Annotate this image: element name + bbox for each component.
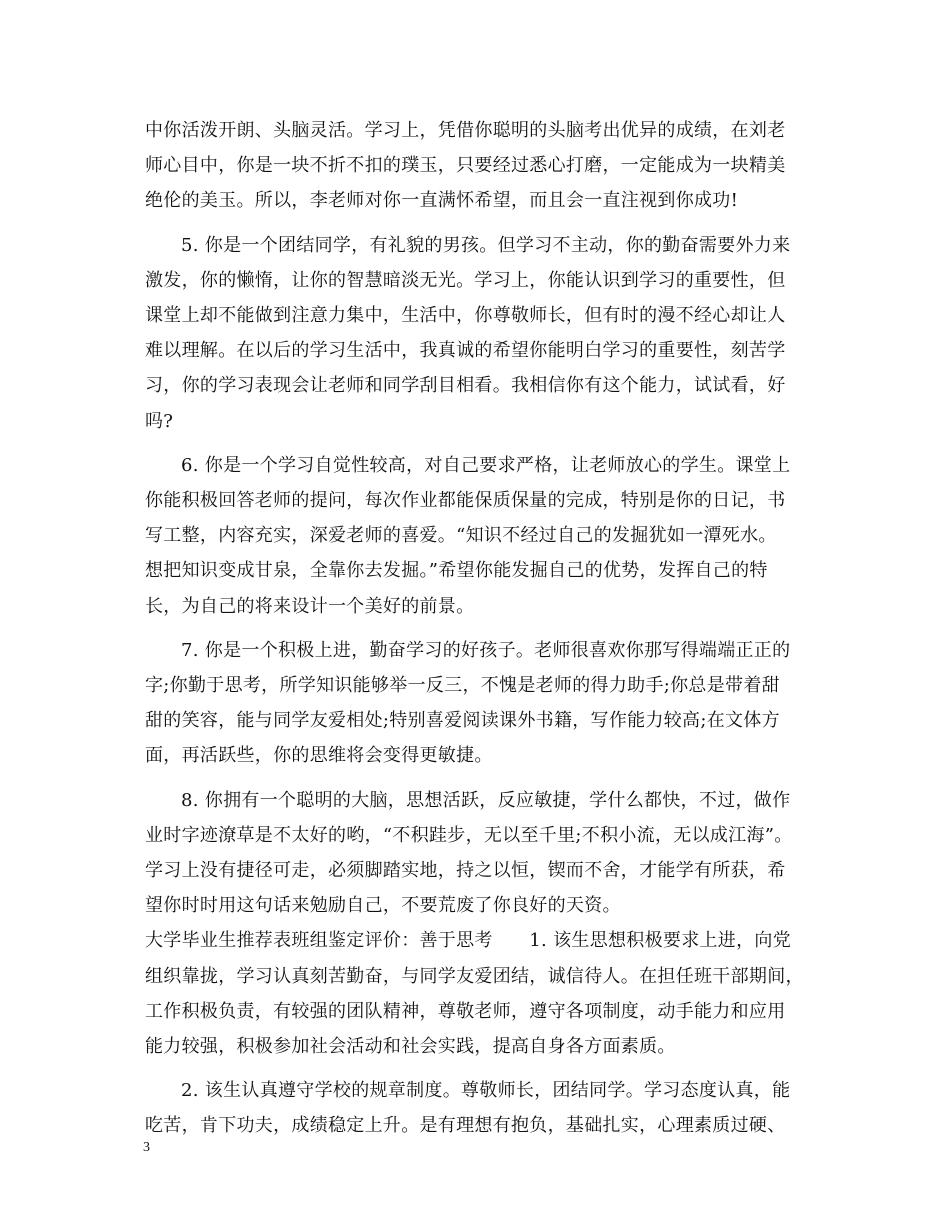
- text-line: 想把知识变成甘泉，全靠你去发掘。”希望你能发掘自己的优势，发挥自己的特: [145, 560, 768, 582]
- text-line: 激发，你的懒惰，让你的智慧暗淡无光。学习上，你能认识到学习的重要性，但: [145, 269, 786, 291]
- text-line: 2. 该生认真遵守学校的规章制度。尊敬师长，团结同学。学习态度认真，能: [181, 1080, 791, 1102]
- text-line: 长，为自己的将来设计一个美好的前景。: [145, 595, 475, 617]
- text-line: 字;你勤于思考，所学知识能够举一反三，不愧是老师的得力助手;你总是带着甜: [145, 675, 780, 697]
- text-line: 中你活泼开朗、头脑灵活。学习上，凭借你聪明的头脑考出优异的成绩，在刘老: [145, 120, 786, 141]
- text-line: 能力较强，积极参加社会活动和社会实践，提高自身各方面素质。: [145, 1036, 676, 1058]
- text-line: 甜的笑容，能与同学友爱相处;特别喜爱阅读课外书籍，写作能力较高;在文体方: [145, 710, 780, 732]
- text-line: 8. 你拥有一个聪明的大脑，思想活跃，反应敏捷，学什么都快，不过，做作: [181, 789, 791, 811]
- paragraph-item-7: [145, 633, 815, 774]
- text-line: 5. 你是一个团结同学，有礼貌的男孩。但学习不主动，你的勤奋需要外力来: [181, 234, 791, 256]
- paragraph-item-5: [145, 228, 815, 439]
- text-line: 吃苦，肯下功夫，成绩稳定上升。是有理想有抱负，基础扎实，心理素质过硬、: [145, 1115, 786, 1137]
- text-line: 写工整，内容充实，深爱老师的喜爱。“知识不经过自己的发掘犹如一潭死水。: [145, 525, 777, 547]
- paragraph-item-8: [145, 783, 815, 924]
- paragraph-section-item-1: [145, 923, 815, 1064]
- text-line: 学习上没有捷径可走，必须脚踏实地，持之以恒，锲而不舍，才能学有所获，希: [145, 860, 786, 882]
- text-line: 难以理解。在以后的学习生活中，我真诚的希望你能明白学习的重要性，刻苦学: [145, 340, 786, 362]
- text-line: 望你时时用这句话来勉励自己，不要荒废了你良好的天资。: [145, 895, 621, 917]
- paragraph-item-6: [145, 448, 815, 624]
- section-heading-line: 大学毕业生推荐表班组鉴定评价：善于思考 1. 该生思想积极要求上进，向党: [145, 930, 791, 952]
- text-line: 6. 你是一个学习自觉性较高，对自己要求严格，让老师放心的学生。课堂上: [181, 454, 791, 476]
- text-line: 吗?: [145, 410, 174, 432]
- text-line: 业时字迹潦草是不太好的哟，“不积跬步，无以至千里;不积小流，无以成江海”。: [145, 824, 793, 846]
- text-line: 组织靠拢，学习认真刻苦勤奋，与同学友爱团结，诚信待人。在担任班干部期间，: [145, 965, 804, 987]
- paragraph-continuation: [145, 113, 815, 219]
- paragraph-section-item-2: [145, 1073, 815, 1143]
- page-number: 3: [143, 1140, 150, 1155]
- text-line: 7. 你是一个积极上进，勤奋学习的好孩子。老师很喜欢你那写得端端正正的: [181, 639, 791, 661]
- body-text: [145, 113, 815, 1144]
- text-line: 习，你的学习表现会让老师和同学刮目相看。我相信你有这个能力，试试看，好: [145, 375, 786, 397]
- text-line: 课堂上却不能做到注意力集中，生活中，你尊敬师长，但有时的漫不经心却让人: [145, 305, 786, 327]
- text-line: 师心目中，你是一块不折不扣的璞玉，只要经过悉心打磨，一定能成为一块精美: [145, 155, 786, 177]
- text-line: 你能积极回答老师的提问，每次作业都能保质保量的完成，特别是你的日记，书: [145, 490, 786, 512]
- text-line: 工作积极负责，有较强的团队精神，尊敬老师，遵守各项制度，动手能力和应用: [145, 1000, 786, 1022]
- text-line: 绝伦的美玉。所以，李老师对你一直满怀希望，而且会一直注视到你成功!: [145, 190, 739, 212]
- text-line: 面，再活跃些，你的思维将会变得更敏捷。: [145, 745, 493, 767]
